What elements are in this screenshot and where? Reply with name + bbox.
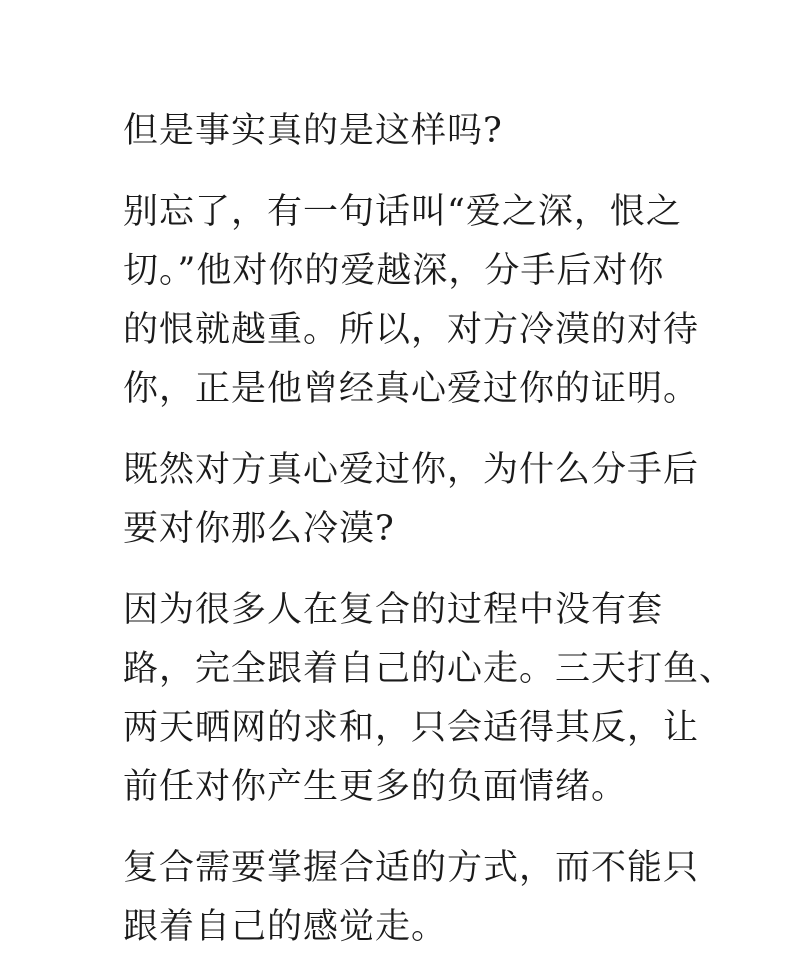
text-line: 但是事实真的是这样吗? [123,111,503,151]
text-line: 既然对方真心爱过你，为什么分手后 [123,450,700,490]
text-line: 复合需要掌握合适的方式，而不能只 [123,848,700,888]
paragraph-reason [123,581,736,817]
text-line: 两天晒网的求和，只会适得其反，让 [123,708,700,748]
paragraph-question [123,102,693,161]
text-line: 要对你那么冷漠? [123,509,395,549]
paragraph-conclusion [123,839,700,957]
text-line: 你，正是他曾经真心爱过你的证明。 [123,369,700,409]
text-line: 切。”他对你的爱越深，分手后对你 [123,251,665,291]
text-line: 别忘了，有一句话叫“爱之深，恨之 [123,192,682,232]
paragraph-love-hate [123,183,700,419]
text-line: 路，完全跟着自己的心走。三天打鱼、 [123,649,736,689]
text-line: 前任对你产生更多的负面情绪。 [123,767,628,807]
text-line: 因为很多人在复合的过程中没有套 [123,590,664,630]
paragraph-why-cold [123,441,700,559]
text-line: 的恨就越重。所以，对方冷漠的对待 [123,310,700,350]
text-line: 跟着自己的感觉走。 [123,907,448,947]
article-body [123,102,736,979]
